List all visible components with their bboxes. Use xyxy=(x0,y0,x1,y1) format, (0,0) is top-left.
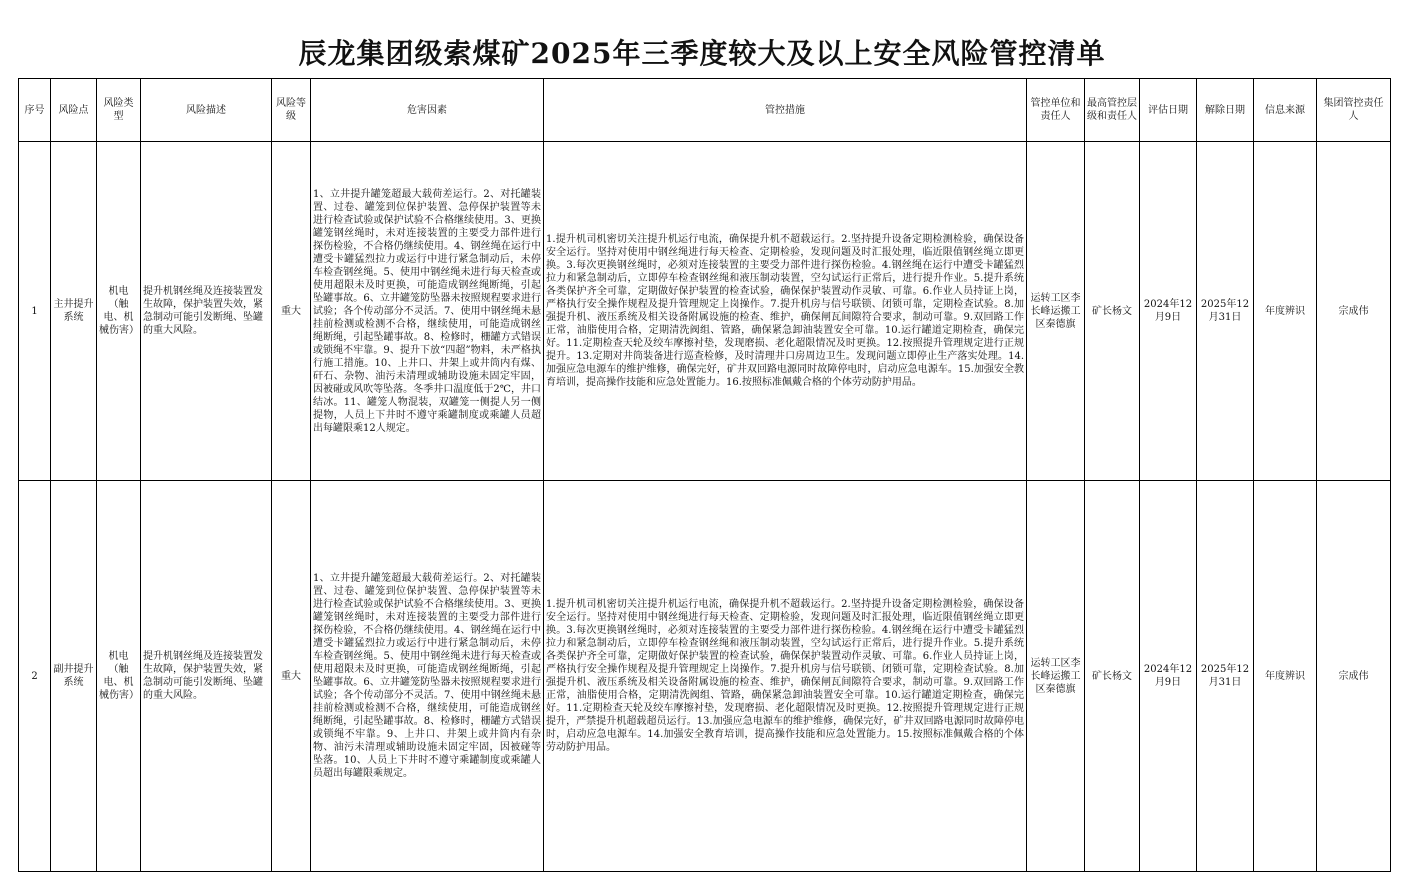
cell-group-owner: 宗成伟 xyxy=(1317,481,1391,872)
cell-highest-level: 矿长杨文 xyxy=(1085,481,1140,872)
cell-hazard-factors: 1、立井提升罐笼超最大载荷差运行。2、对托罐装置、过卷、罐笼到位保护装置、急停保护装置等未进行检查试验或保护试验不合格继续使用。3、更换罐笼钢丝绳时，未对连接装置的主要受力部件进行探伤检验，不合格仍继续使用。4、钢丝绳在运行中遭受卡罐猛烈拉力或运行中进行紧急制动后，未停车检查钢丝绳。5、使用中钢丝绳未进行每天检查或使用超限未及时更换，可能造成钢丝绳断绳，引起坠罐事故。6、立井罐笼防坠器未按照规程要求进行试验；各个传动部分不灵活。7、使用中钢丝绳未悬挂前检测或检测不合格，继续使用，可能造成钢丝绳断绳，引起坠罐事故。8、检修时，栅罐方式错误或锁绳不牢靠。9、上井口、井架上或井筒内有杂物、油污未清理或辅助设施未固定牢固，因被碰等坠落。10、人员上下井时不遵守乘罐制度或乘罐人员超出每罐限乘规定。 xyxy=(311,481,544,872)
cell-control-unit: 运转工区李长峰运搬工区秦德旗 xyxy=(1027,142,1085,481)
page-title: 辰龙集团级索煤矿2025年三季度较大及以上安全风险管控清单 xyxy=(298,37,1106,70)
header-risk-level: 风险等级 xyxy=(272,79,311,142)
table-row xyxy=(19,481,1391,872)
header-risk-point: 风险点 xyxy=(51,79,97,142)
cell-seq: 1 xyxy=(19,142,51,481)
table-row xyxy=(19,142,1391,481)
header-release-date: 解除日期 xyxy=(1197,79,1254,142)
header-eval-date: 评估日期 xyxy=(1140,79,1197,142)
cell-info-source: 年度辨识 xyxy=(1254,481,1317,872)
risk-control-table xyxy=(18,78,1391,872)
cell-release-date: 2025年12月31日 xyxy=(1197,481,1254,872)
cell-risk-level: 重大 xyxy=(272,142,311,481)
cell-control-unit: 运转工区李长峰运搬工区秦德旗 xyxy=(1027,481,1085,872)
cell-risk-level: 重大 xyxy=(272,481,311,872)
header-risk-description: 风险描述 xyxy=(141,79,272,142)
cell-risk-point: 主井提升系统 xyxy=(51,142,97,481)
cell-risk-description: 提升机钢丝绳及连接装置发生故障，保护装置失效，紧急制动可能引发断绳、坠罐的重大风险。 xyxy=(141,481,272,872)
header-info-source: 信息来源 xyxy=(1254,79,1317,142)
cell-control-measures: 1.提升机司机密切关注提升机运行电流，确保提升机不超载运行。2.坚持提升设备定期检测检验，确保设备安全运行。坚持对使用中钢丝绳进行每天检查、定期检验，发现问题及时汇报处理，临近限值钢丝绳立即更换。3.每次更换钢丝绳时，必须对连接装置的主要受力部件进行探伤检验。4.钢丝绳在运行中遭受卡罐猛烈拉力和紧急制动后，立即停车检查钢丝绳和液压制动装置，空勾试运行正常后，进行提升作业。5.提升系统各类保护齐全可靠，定期做好保护装置的检查试验，确保保护装置动作灵敏、可靠。6.作业人员持证上岗，严格执行安全操作规程及提升管理规定上岗操作。7.提升机房与信号联锁、闭锁可靠，定期检查试验。8.加强提升机、液压系统及相关设备附属设施的检查、维护，确保闸瓦间隙符合要求，制动可靠。9.双回路工作正常，油脂使用合格，定期清洗阀组、管路，确保紧急卸油装置安全可靠。10.运行罐道定期检查，确保完好。11.定期检查天轮及绞车摩擦衬垫，发现磨损、老化超限情况及时更换。12.按照提升管理规定进行正规提升。13.定期对井筒装备进行巡查检修，及时清理井口房周边卫生。发现问题立即停止生产落实处理。14.加强应急电源车的维护维修，确保完好，矿井双回路电源同时故障停电时，启动应急电源车。15.加强安全教育培训，提高操作技能和应急处置能力。16.按照标准佩戴合格的个体劳动防护用品。 xyxy=(544,142,1027,481)
header-risk-type: 风险类型 xyxy=(97,79,141,142)
header-control-unit: 管控单位和责任人 xyxy=(1027,79,1085,142)
cell-risk-point: 副井提升系统 xyxy=(51,481,97,872)
cell-risk-type: 机电（触电、机械伤害） xyxy=(97,142,141,481)
cell-risk-type: 机电（触电、机械伤害） xyxy=(97,481,141,872)
cell-info-source: 年度辨识 xyxy=(1254,142,1317,481)
cell-release-date: 2025年12月31日 xyxy=(1197,142,1254,481)
header-group-owner: 集团管控责任人 xyxy=(1317,79,1391,142)
cell-hazard-factors: 1、立井提升罐笼超最大载荷差运行。2、对托罐装置、过卷、罐笼到位保护装置、急停保护装置等未进行检查试验或保护试验不合格继续使用。3、更换罐笼钢丝绳时，未对连接装置的主要受力部件进行探伤检验，不合格仍继续使用。4、钢丝绳在运行中遭受卡罐猛烈拉力或运行中进行紧急制动后，未停车检查钢丝绳。5、使用中钢丝绳未进行每天检查或使用超限未及时更换，可能造成钢丝绳断绳，引起坠罐事故。6、立井罐笼防坠器未按照规程要求进行试验；各个传动部分不灵活。7、使用中钢丝绳未悬挂前检测或检测不合格，继续使用，可能造成钢丝绳断绳，引起坠罐事故。8、检修时，栅罐方式错误或锁绳不牢靠。9、提升下放“四超”物料，未严格执行施工措施。10、上井口、井架上或井筒内有煤、矸石、杂物、油污未清理或辅助设施未固定牢固，因被碰或风吹等坠落。冬季井口温度低于2℃，井口结冰。11、罐笼人物混装，双罐笼一侧提人另一侧提物，人员上下井时不遵守乘罐制度或乘罐人员超出每罐限乘12人规定。 xyxy=(311,142,544,481)
header-control-measures: 管控措施 xyxy=(544,79,1027,142)
cell-group-owner: 宗成伟 xyxy=(1317,142,1391,481)
cell-eval-date: 2024年12月9日 xyxy=(1140,481,1197,872)
table-header-row xyxy=(19,79,1391,142)
header-highest-level: 最高管控层级和责任人 xyxy=(1085,79,1140,142)
cell-highest-level: 矿长杨文 xyxy=(1085,142,1140,481)
cell-seq: 2 xyxy=(19,481,51,872)
header-hazard-factors: 危害因素 xyxy=(311,79,544,142)
cell-risk-description: 提升机钢丝绳及连接装置发生故障，保护装置失效，紧急制动可能引发断绳、坠罐的重大风险。 xyxy=(141,142,272,481)
cell-control-measures: 1.提升机司机密切关注提升机运行电流，确保提升机不超载运行。2.坚持提升设备定期检测检验，确保设备安全运行。坚持对使用中钢丝绳进行每天检查、定期检验，发现问题及时汇报处理，临近限值钢丝绳立即更换。3.每次更换钢丝绳时，必须对连接装置的主要受力部件进行探伤检验。4.钢丝绳在运行中遭受卡罐猛烈拉力和紧急制动后，立即停车检查钢丝绳和液压制动装置，空勾试运行正常后，进行提升作业。5.提升系统各类保护齐全可靠，定期做好保护装置的检查试验，确保保护装置动作灵敏、可靠。6.作业人员持证上岗，严格执行安全操作规程及提升管理规定上岗操作。7.提升机房与信号联锁、闭锁可靠，定期检查试验。8.加强提升机、液压系统及相关设备附属设施的检查、维护，确保闸瓦间隙符合要求，制动可靠。9.双回路工作正常，油脂使用合格，定期清洗阀组、管路，确保紧急卸油装置安全可靠。10.运行罐道定期检查，确保完好。11.定期检查天轮及绞车摩擦衬垫，发现磨损、老化超限情况及时更换。12.按照提升管理规定进行正规提升，严禁提升机超载超员运行。13.加强应急电源车的维护维修，确保完好，矿井双回路电源同时故障停电时，启动应急电源车。14.加强安全教育培训，提高操作技能和应急处置能力。15.按照标准佩戴合格的个体劳动防护用品。 xyxy=(544,481,1027,872)
header-seq: 序号 xyxy=(19,79,51,142)
cell-eval-date: 2024年12月9日 xyxy=(1140,142,1197,481)
